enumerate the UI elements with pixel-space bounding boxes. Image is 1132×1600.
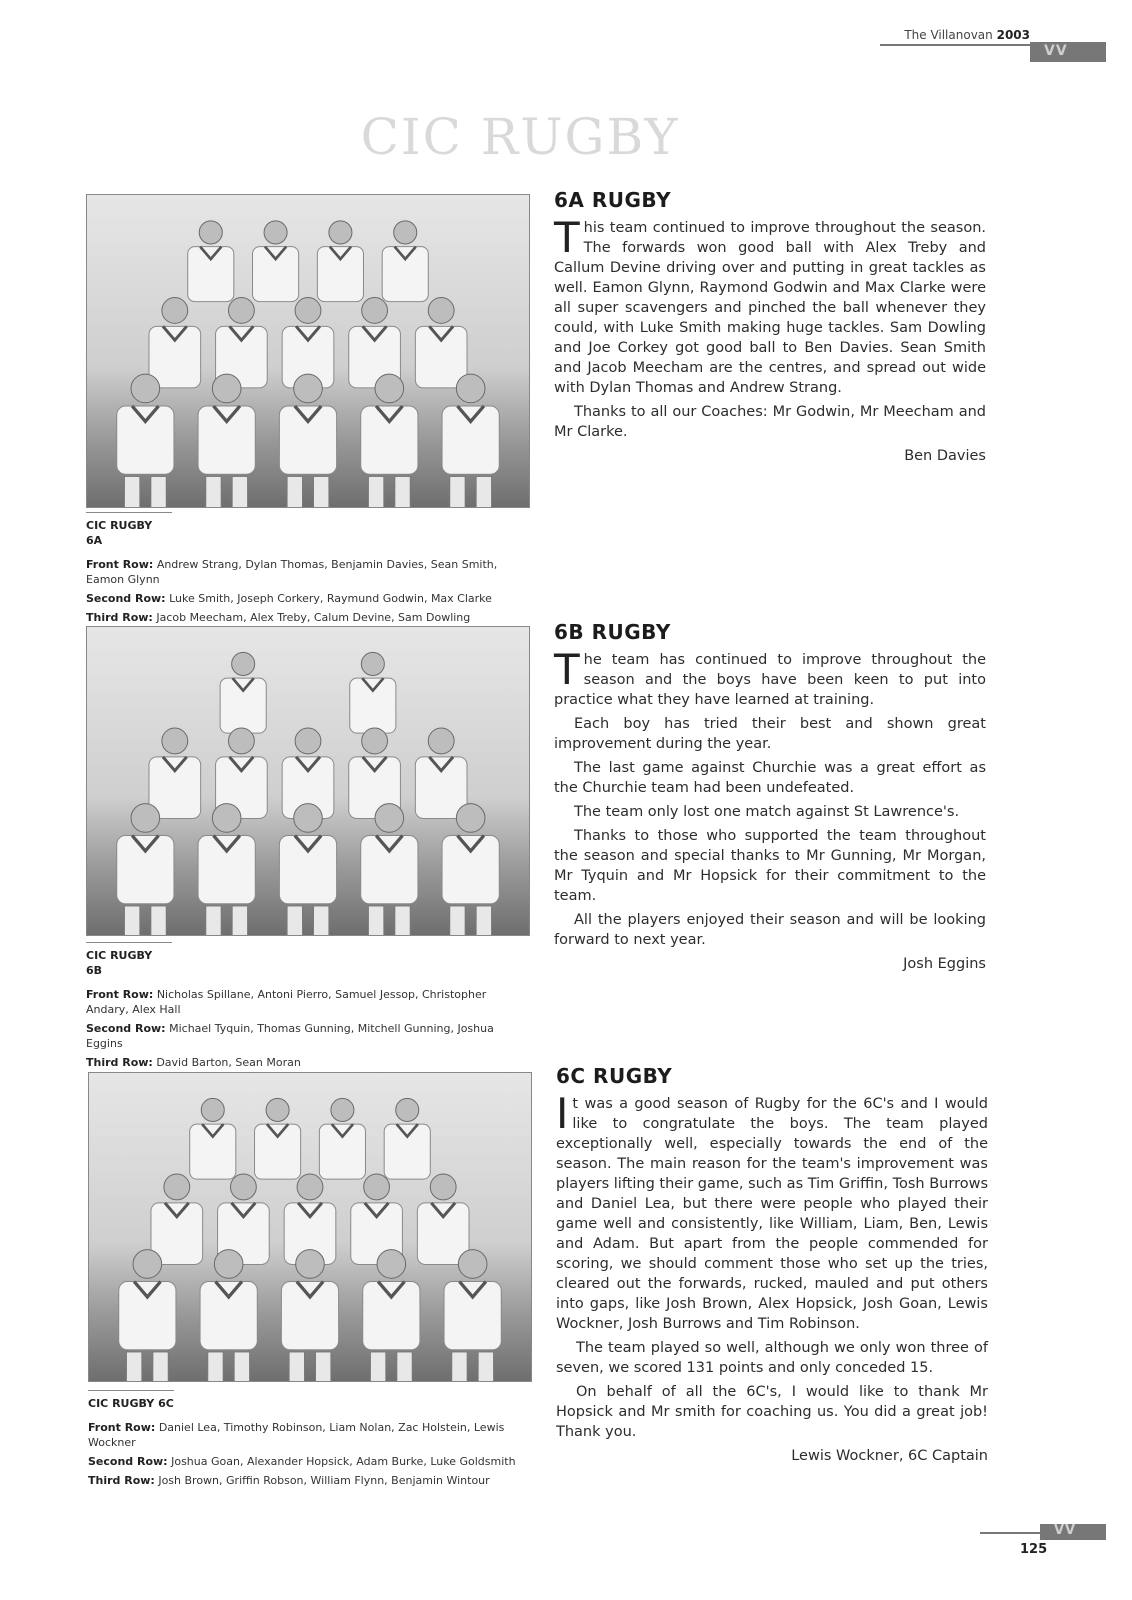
paragraph: Thanks to all our Coaches: Mr Godwin, Mr Meecham and Mr Clarke.	[554, 404, 986, 440]
player-figure	[442, 804, 499, 935]
caption-row-front	[86, 557, 516, 587]
row-names: Nicholas Spillane, Antoni Pierro, Samuel Jessop, Christopher Andary, Alex Hall	[86, 988, 487, 1016]
player-figure	[319, 1098, 365, 1179]
player-figure	[384, 1098, 430, 1179]
player-figure	[190, 1098, 236, 1179]
paragraph: The team played so well, although we only won three of seven, we scored 131 points and only conceded 15.	[556, 1340, 988, 1376]
player-figure	[361, 374, 418, 507]
row-label: Front Row:	[88, 1421, 156, 1434]
caption-row-front	[88, 1420, 528, 1450]
row-label: Second Row:	[86, 1022, 166, 1035]
caption-row-third	[86, 610, 516, 625]
caption-row-third	[86, 1055, 516, 1070]
row-label: Third Row:	[86, 611, 153, 624]
caption-title: CIC RUGBY 6A	[86, 512, 172, 548]
player-figure	[442, 374, 499, 507]
caption-6c	[88, 1390, 528, 1492]
player-figure	[363, 1250, 420, 1381]
team-photo-6a	[86, 194, 530, 508]
player-figure	[361, 804, 418, 935]
paragraph: The team only lost one match against St Lawrence's.	[574, 804, 960, 820]
team-photo-6b-figures	[87, 627, 529, 935]
paragraph: The team has continued to improve throughout the season and the boys have been keen to put into practice what they have learned at training.	[554, 645, 986, 708]
paragraph: It was a good season of Rugby for the 6C's and I would like to congratulate the boys. The team played exceptionally well, especially towards the end of the season. The main reason for the team's improvement was players lifting their game, such as Tim Griffin, Tosh Burrows and Daniel Lea, but there were people who played their game well and consistently, like William, Liam, Ben, Lewis and Adam. But apart from the people commended for scoring, we should comment those who set up the tries, cleared out the forwards, rucked, mauled and put others into gaps, like Josh Brown, Alex Hopsick, Josh Goan, Lewis Wockner, Josh Burrows and Tim Robinson.	[556, 1089, 988, 1332]
player-figure	[220, 652, 266, 733]
player-figure	[255, 1098, 301, 1179]
row-names: Luke Smith, Joseph Corkery, Raymund Godwin, Max Clarke	[169, 592, 492, 605]
footer-rule	[980, 1532, 1040, 1534]
vv-logo-icon: VV	[1054, 1523, 1077, 1538]
caption-row-third	[88, 1473, 528, 1488]
article-6b	[554, 622, 986, 974]
row-label: Second Row:	[88, 1455, 168, 1468]
player-figure	[415, 728, 467, 818]
player-figure	[415, 298, 467, 388]
header-logo-block	[1030, 42, 1106, 62]
player-figure	[119, 1250, 176, 1381]
player-figure	[198, 804, 255, 935]
caption-row-second	[86, 1021, 516, 1051]
player-figure	[117, 374, 174, 507]
player-figure	[281, 1250, 338, 1381]
player-figure	[417, 1174, 469, 1264]
player-figure	[350, 652, 396, 733]
player-figure	[117, 804, 174, 935]
row-label: Front Row:	[86, 988, 154, 1001]
caption-row-second	[88, 1454, 528, 1469]
caption-title: CIC RUGBY 6B	[86, 942, 172, 978]
player-figure	[200, 1250, 257, 1381]
row-names: Michael Tyquin, Thomas Gunning, Mitchell Gunning, Joshua Eggins	[86, 1022, 494, 1050]
player-figure	[444, 1250, 501, 1381]
paragraph: On behalf of all the 6C's, I would like to thank Mr Hopsick and Mr smith for coaching us. You did a great job! Thank you.	[556, 1384, 988, 1440]
row-label: Second Row:	[86, 592, 166, 605]
row-names: Joshua Goan, Alexander Hopsick, Adam Burke, Luke Goldsmith	[171, 1455, 516, 1468]
header-rule	[880, 44, 1030, 46]
paragraph: Thanks to those who supported the team throughout the season and special thanks to Mr Gunning, Mr Morgan, Mr Tyquin and Mr Hopsick for their commitment to the team.	[554, 828, 986, 904]
caption-6b	[86, 942, 516, 1074]
player-figure	[253, 221, 299, 302]
player-figure	[382, 221, 428, 302]
header-text	[904, 28, 1030, 42]
player-figure	[188, 221, 234, 302]
drop-cap: T	[554, 645, 580, 694]
paragraph: Each boy has tried their best and shown great improvement during the year.	[554, 716, 986, 752]
row-names: Daniel Lea, Timothy Robinson, Liam Nolan, Zac Holstein, Lewis Wockner	[88, 1421, 505, 1449]
page-title: CIC RUGBY	[360, 108, 680, 166]
article-title: 6B RUGBY	[554, 620, 671, 644]
player-figure	[149, 728, 201, 818]
row-names: Jacob Meecham, Alex Treby, Calum Devine, Sam Dowling	[156, 611, 471, 624]
drop-cap: I	[556, 1089, 569, 1138]
player-figure	[279, 374, 336, 507]
player-figure	[317, 221, 363, 302]
caption-row-second	[86, 591, 516, 606]
footer-logo-block	[1040, 1524, 1106, 1540]
article-signature: Ben Davies	[904, 448, 986, 464]
row-label: Front Row:	[86, 558, 154, 571]
paragraph: This team continued to improve throughout the season. The forwards won good ball with Alex Treby and Callum Devine driving over and putting in great tackles as well. Eamon Glynn, Raymond Godwin and Max Clarke were all super scavengers and pinched the ball whenever they could, with Luke Smith making huge tackles. Sam Dowling and Joe Corkey got good ball to Ben Davies. Sean Smith and Jacob Meecham are the centres, and spread out wide with Dylan Thomas and Andrew Strang.	[554, 213, 986, 396]
caption-row-front	[86, 987, 516, 1017]
team-photo-6c	[88, 1072, 532, 1382]
team-photo-6a-figures	[87, 195, 529, 507]
player-figure	[279, 804, 336, 935]
article-title: 6C RUGBY	[556, 1064, 673, 1088]
paragraph: All the players enjoyed their season and will be looking forward to next year.	[554, 912, 986, 948]
article-signature: Lewis Wockner, 6C Captain	[791, 1448, 988, 1464]
row-label: Third Row:	[86, 1056, 153, 1069]
running-header	[880, 28, 1106, 66]
team-photo-6b	[86, 626, 530, 936]
article-signature: Josh Eggins	[903, 956, 986, 972]
publication-name: The Villanovan	[904, 28, 993, 42]
row-names: Andrew Strang, Dylan Thomas, Benjamin Davies, Sean Smith, Eamon Glynn	[86, 558, 498, 586]
page-footer	[980, 1524, 1106, 1564]
article-6c	[556, 1066, 988, 1466]
player-figure	[149, 298, 201, 388]
caption-title: CIC RUGBY 6C	[88, 1390, 174, 1411]
drop-cap: T	[554, 213, 580, 262]
player-figure	[151, 1174, 203, 1264]
vv-logo-icon: VV	[1044, 43, 1068, 59]
page-number: 125	[1020, 1542, 1048, 1557]
caption-6a	[86, 512, 516, 629]
row-names: David Barton, Sean Moran	[156, 1056, 301, 1069]
publication-year: 2003	[996, 28, 1030, 42]
article-6a	[554, 190, 986, 466]
row-names: Josh Brown, Griffin Robson, William Flynn, Benjamin Wintour	[158, 1474, 490, 1487]
player-figure	[198, 374, 255, 507]
paragraph: The last game against Churchie was a great effort as the Churchie team had been undefeated.	[554, 760, 986, 796]
team-photo-6c-figures	[89, 1073, 531, 1381]
row-label: Third Row:	[88, 1474, 155, 1487]
article-title: 6A RUGBY	[554, 188, 672, 212]
